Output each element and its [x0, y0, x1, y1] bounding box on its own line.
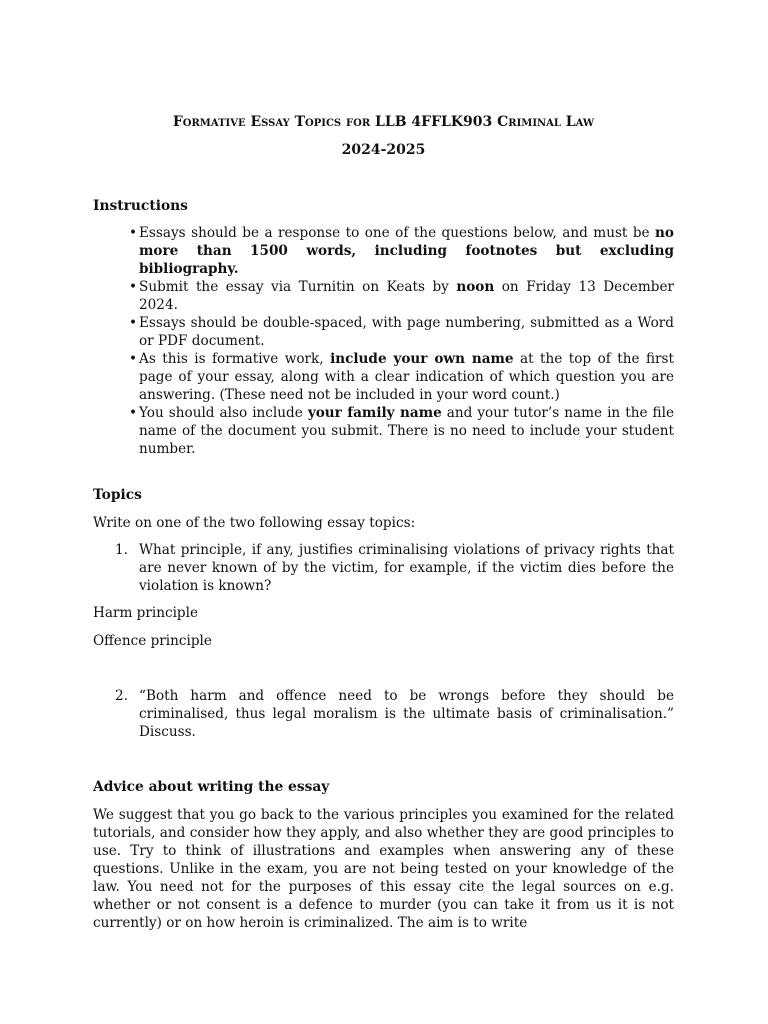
question-2-text: “Both harm and offence need to be wrongs before they should be criminalised, thus legal moralism is the ultimate basis of criminalisation.” Discuss. [139, 688, 674, 740]
question-2 [115, 687, 674, 741]
instruction-item: • You should also include your family name and your tutor’s name in the file name of the document you submit. There is no need to include your student number. [129, 405, 674, 457]
instruction-item: • Essays should be a response to one of the questions below, and must be no more than 1500 words, including footnotes but excluding bibliography. [129, 225, 674, 277]
document-title: Formative Essay Topics for LLB 4FFLK903 Criminal Law [172, 114, 595, 130]
instruction-item: • Essays should be double-spaced, with page numbering, submitted as a Word or PDF document. [129, 315, 674, 349]
advice-heading: Advice about writing the essay [93, 779, 330, 795]
instruction-item: • As this is formative work, include your own name at the top of the first page of your essay, along with a clear indication of which question you are answering. (These need not be included in your word count.) [129, 351, 674, 403]
question-1-text: What principle, if any, justifies criminalising violations of privacy rights that are never known of by the victim, for example, if the victim dies before the violation is known? [139, 542, 674, 594]
question-1 [115, 541, 674, 595]
document-year: 2024-2025 [341, 142, 426, 158]
question-1-number: 1. [115, 542, 128, 558]
topics-heading: Topics [93, 487, 142, 503]
instructions-heading: Instructions [93, 198, 188, 214]
instruction-item: • Submit the essay via Turnitin on Keats by noon on Friday 13 December 2024. [129, 279, 674, 313]
question-2-number: 2. [115, 688, 128, 704]
note-harm-principle: Harm principle [93, 605, 199, 621]
advice-paragraph: We suggest that you go back to the various principles you examined for the related tutorials, and consider how they apply, and also whether they are good principles to use. Try to think of illustrations and examples when answering any of these questions. Unlike in the exam, you are not being tested on your knowledge of the law. You need not for the purposes of this essay cite the legal sources on e.g. whether or not consent is a defence to murder (you can take it from us it is not currently) or on how heroin is criminalized. The aim is to write [93, 807, 674, 931]
instructions-list [115, 224, 674, 458]
topics-intro: Write on one of the two following essay topics: [93, 515, 416, 531]
note-offence-principle: Offence principle [93, 633, 212, 649]
